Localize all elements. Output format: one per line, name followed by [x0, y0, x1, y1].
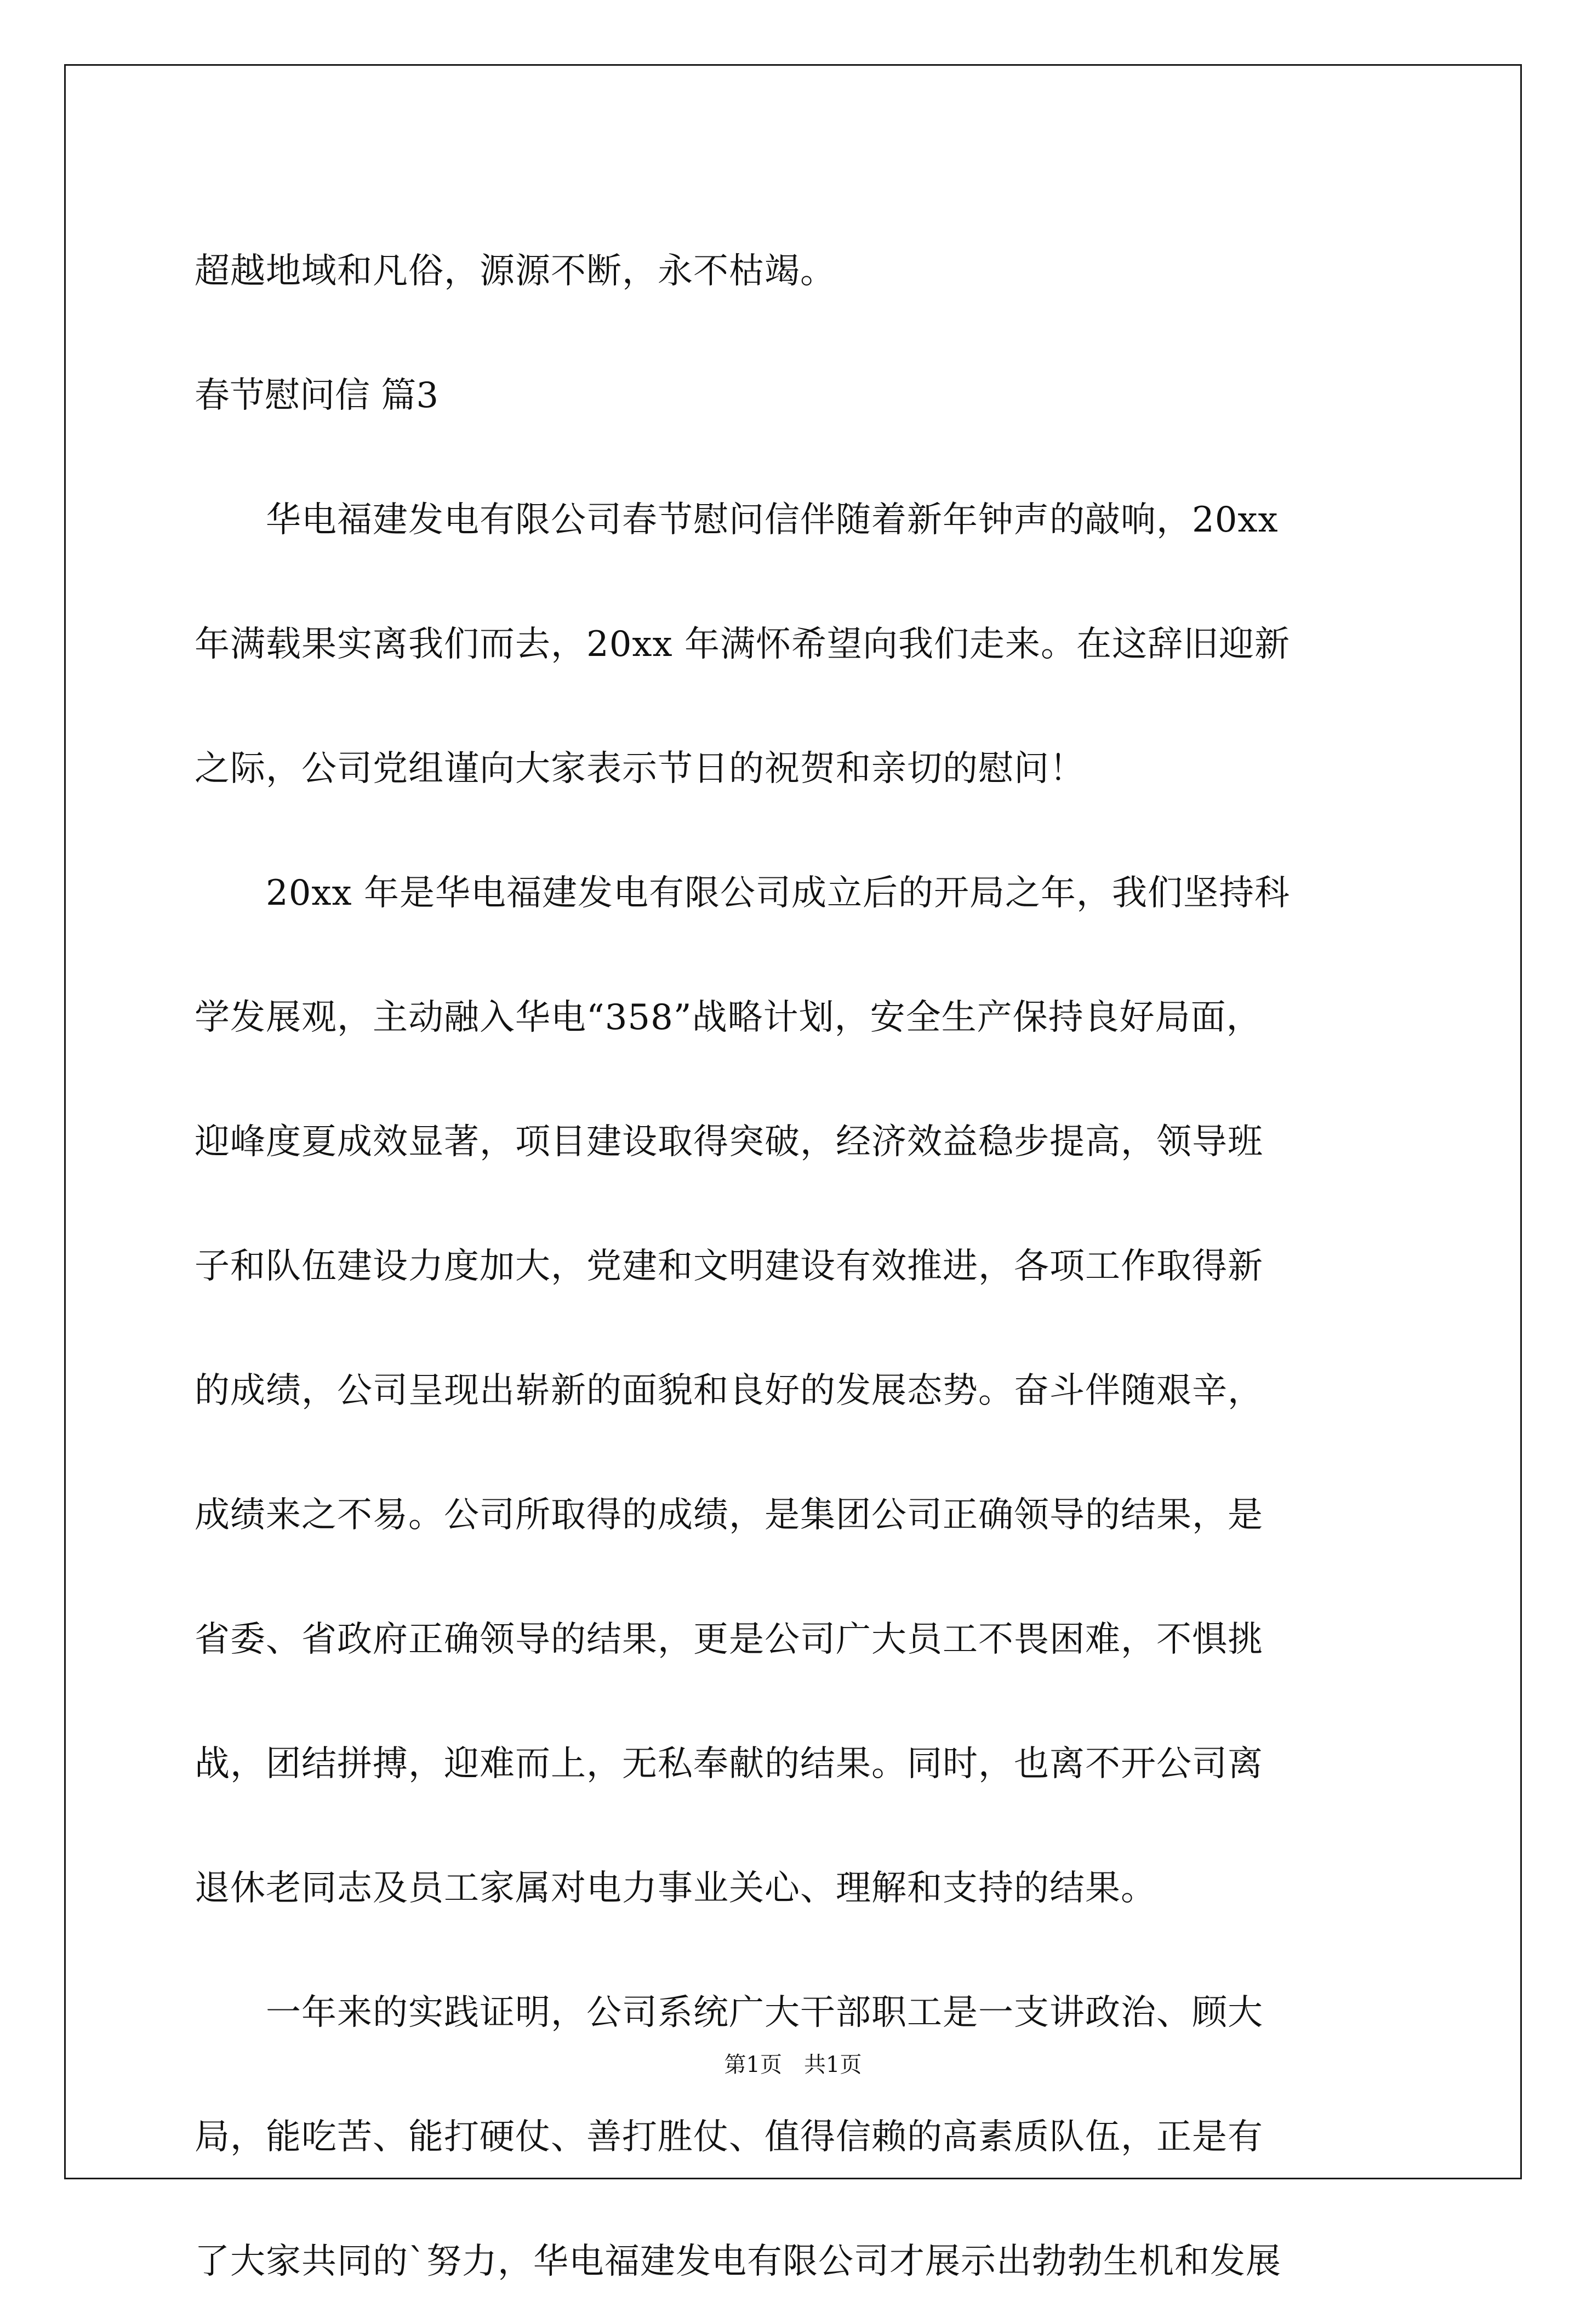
text-line: 战，团结拼搏，迎难而上，无私奉献的结果。同时，也离不开公司离	[195, 1744, 1263, 1784]
text-line: 之际，公司党组谨向大家表示节日的祝贺和亲切的慰问！	[195, 749, 1085, 789]
page-footer: 第1页 共1页	[724, 2052, 862, 2077]
text-line: 一年来的实践证明，公司系统广大干部职工是一支讲政治、顾大	[195, 1992, 1263, 2033]
text-line: 成绩来之不易。公司所取得的成绩，是集团公司正确领导的结果，是	[195, 1495, 1263, 1535]
document-body	[195, 209, 1395, 2324]
section-heading: 春节慰问信 篇3	[195, 375, 439, 416]
text-line: 年满载果实离我们而去，20xx 年满怀希望向我们走来。在这辞旧迎新	[195, 624, 1290, 665]
text-line: 省委、省政府正确领导的结果，更是公司广大员工不畏困难，不惧挑	[195, 1619, 1263, 1660]
text-line: 了大家共同的`努力，华电福建发电有限公司才展示出勃勃生机和发展	[195, 2241, 1281, 2282]
text-line: 20xx 年是华电福建发电有限公司成立后的开局之年，我们坚持科	[195, 873, 1290, 913]
text-line: 华电福建发电有限公司春节慰问信伴随着新年钟声的敲响，20xx	[195, 500, 1279, 540]
text-line: 的成绩，公司呈现出崭新的面貌和良好的发展态势。奋斗伴随艰辛，	[195, 1371, 1263, 1411]
text-line: 超越地域和凡俗，源源不断，永不枯竭。	[195, 251, 836, 292]
text-line: 子和队伍建设力度加大，党建和文明建设有效推进，各项工作取得新	[195, 1246, 1263, 1287]
text-line: 退休老同志及员工家属对电力事业关心、理解和支持的结果。	[195, 1868, 1156, 1909]
text-line: 迎峰度夏成效显著，项目建设取得突破，经济效益稳步提高，领导班	[195, 1122, 1263, 1162]
text-line: 学发展观，主动融入华电“358”战略计划，安全生产保持良好局面，	[195, 997, 1262, 1038]
text-line: 局，能吃苦、能打硬仗、善打胜仗、值得信赖的高素质队伍，正是有	[195, 2117, 1263, 2157]
